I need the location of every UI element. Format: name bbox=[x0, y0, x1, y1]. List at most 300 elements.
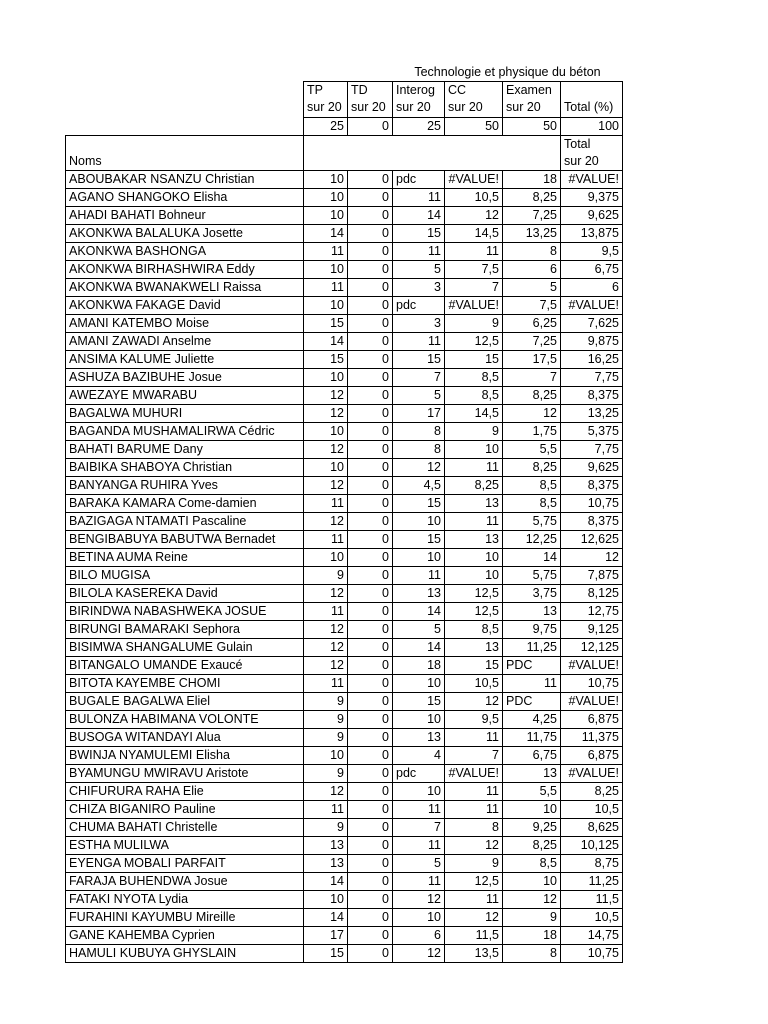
student-name[interactable]: ASHUZA BAZIBUHE Josue bbox=[66, 368, 304, 386]
score-td[interactable]: 0 bbox=[348, 440, 393, 458]
score-td[interactable]: 0 bbox=[348, 836, 393, 854]
score-total[interactable]: 8,625 bbox=[561, 818, 623, 836]
score-examen[interactable]: 6,75 bbox=[503, 746, 561, 764]
score-cc[interactable]: 14,5 bbox=[445, 224, 503, 242]
score-total[interactable]: 8,375 bbox=[561, 512, 623, 530]
score-cc[interactable]: 15 bbox=[445, 350, 503, 368]
score-interog[interactable]: 15 bbox=[393, 350, 445, 368]
score-examen[interactable]: 13,25 bbox=[503, 224, 561, 242]
score-interog[interactable]: 10 bbox=[393, 908, 445, 926]
student-name[interactable]: BWINJA NYAMULEMI Elisha bbox=[66, 746, 304, 764]
score-total[interactable]: 13,875 bbox=[561, 224, 623, 242]
student-name[interactable]: BISIMWA SHANGALUME Gulain bbox=[66, 638, 304, 656]
score-td[interactable]: 0 bbox=[348, 422, 393, 440]
score-interog[interactable]: 10 bbox=[393, 548, 445, 566]
score-interog[interactable]: 13 bbox=[393, 728, 445, 746]
header-interog-sub[interactable]: sur 20 bbox=[393, 99, 445, 117]
score-tp[interactable]: 14 bbox=[304, 332, 348, 350]
score-tp[interactable]: 11 bbox=[304, 602, 348, 620]
score-interog[interactable]: 5 bbox=[393, 620, 445, 638]
score-examen[interactable]: 5,5 bbox=[503, 782, 561, 800]
score-cc[interactable]: 12,5 bbox=[445, 872, 503, 890]
student-name[interactable]: BARAKA KAMARA Come-damien bbox=[66, 494, 304, 512]
score-interog[interactable]: pdc bbox=[393, 170, 445, 188]
score-td[interactable]: 0 bbox=[348, 602, 393, 620]
score-tp[interactable]: 11 bbox=[304, 494, 348, 512]
student-name[interactable]: FURAHINI KAYUMBU Mireille bbox=[66, 908, 304, 926]
score-td[interactable]: 0 bbox=[348, 530, 393, 548]
student-name[interactable]: AMANI KATEMBO Moise bbox=[66, 314, 304, 332]
score-cc[interactable]: 14,5 bbox=[445, 404, 503, 422]
score-cc[interactable]: 15 bbox=[445, 656, 503, 674]
score-total[interactable]: 9,625 bbox=[561, 458, 623, 476]
score-cc[interactable]: 9 bbox=[445, 422, 503, 440]
score-tp[interactable]: 12 bbox=[304, 782, 348, 800]
score-cc[interactable]: 13 bbox=[445, 530, 503, 548]
score-total[interactable]: 7,625 bbox=[561, 314, 623, 332]
score-total[interactable]: #VALUE! bbox=[561, 656, 623, 674]
score-total[interactable]: 9,125 bbox=[561, 620, 623, 638]
score-tp[interactable]: 12 bbox=[304, 440, 348, 458]
header-total-pct[interactable]: Total (%) bbox=[561, 99, 623, 117]
max-td[interactable]: 0 bbox=[348, 117, 393, 135]
score-examen[interactable]: 13 bbox=[503, 602, 561, 620]
score-tp[interactable]: 10 bbox=[304, 170, 348, 188]
score-td[interactable]: 0 bbox=[348, 350, 393, 368]
score-td[interactable]: 0 bbox=[348, 386, 393, 404]
score-total[interactable]: 9,875 bbox=[561, 332, 623, 350]
student-name[interactable]: BULONZA HABIMANA VOLONTE bbox=[66, 710, 304, 728]
total-sub-label[interactable]: sur 20 bbox=[561, 153, 623, 171]
student-name[interactable]: BYAMUNGU MWIRAVU Aristote bbox=[66, 764, 304, 782]
student-name[interactable]: BAHATI BARUME Dany bbox=[66, 440, 304, 458]
score-interog[interactable]: 11 bbox=[393, 566, 445, 584]
score-cc[interactable]: 12 bbox=[445, 692, 503, 710]
score-interog[interactable]: 8 bbox=[393, 422, 445, 440]
score-cc[interactable]: 11 bbox=[445, 800, 503, 818]
score-interog[interactable]: 11 bbox=[393, 242, 445, 260]
max-interog[interactable]: 25 bbox=[393, 117, 445, 135]
score-total[interactable]: 7,75 bbox=[561, 440, 623, 458]
score-tp[interactable]: 10 bbox=[304, 188, 348, 206]
score-cc[interactable]: 8,5 bbox=[445, 368, 503, 386]
score-examen[interactable]: 7,25 bbox=[503, 332, 561, 350]
score-td[interactable]: 0 bbox=[348, 584, 393, 602]
score-interog[interactable]: 3 bbox=[393, 278, 445, 296]
student-name[interactable]: BILOLA KASEREKA David bbox=[66, 584, 304, 602]
student-name[interactable]: AWEZAYE MWARABU bbox=[66, 386, 304, 404]
score-total[interactable]: 8,75 bbox=[561, 854, 623, 872]
score-examen[interactable]: 11,75 bbox=[503, 728, 561, 746]
score-interog[interactable]: 5 bbox=[393, 386, 445, 404]
score-total[interactable]: 6,75 bbox=[561, 260, 623, 278]
score-cc[interactable]: 10 bbox=[445, 440, 503, 458]
score-td[interactable]: 0 bbox=[348, 854, 393, 872]
score-total[interactable]: 12,75 bbox=[561, 602, 623, 620]
score-interog[interactable]: 15 bbox=[393, 224, 445, 242]
score-tp[interactable]: 12 bbox=[304, 638, 348, 656]
score-total[interactable]: 12,125 bbox=[561, 638, 623, 656]
student-name[interactable]: BAGANDA MUSHAMALIRWA Cédric bbox=[66, 422, 304, 440]
score-total[interactable]: 8,25 bbox=[561, 782, 623, 800]
score-interog[interactable]: 10 bbox=[393, 782, 445, 800]
score-td[interactable]: 0 bbox=[348, 224, 393, 242]
score-examen[interactable]: 4,25 bbox=[503, 710, 561, 728]
score-examen[interactable]: 18 bbox=[503, 170, 561, 188]
score-total[interactable]: 7,875 bbox=[561, 566, 623, 584]
score-tp[interactable]: 14 bbox=[304, 872, 348, 890]
score-tp[interactable]: 10 bbox=[304, 368, 348, 386]
score-tp[interactable]: 11 bbox=[304, 242, 348, 260]
score-total[interactable]: #VALUE! bbox=[561, 170, 623, 188]
student-name[interactable]: BILO MUGISA bbox=[66, 566, 304, 584]
score-tp[interactable]: 11 bbox=[304, 800, 348, 818]
score-td[interactable]: 0 bbox=[348, 746, 393, 764]
score-examen[interactable]: 17,5 bbox=[503, 350, 561, 368]
max-total[interactable]: 100 bbox=[561, 117, 623, 135]
score-interog[interactable]: 14 bbox=[393, 638, 445, 656]
student-name[interactable]: BITOTA KAYEMBE CHOMI bbox=[66, 674, 304, 692]
score-cc[interactable]: 8,25 bbox=[445, 476, 503, 494]
score-examen[interactable]: 9 bbox=[503, 908, 561, 926]
score-total[interactable]: 8,125 bbox=[561, 584, 623, 602]
score-td[interactable]: 0 bbox=[348, 458, 393, 476]
student-name[interactable]: AKONKWA BASHONGA bbox=[66, 242, 304, 260]
score-interog[interactable]: 15 bbox=[393, 692, 445, 710]
score-total[interactable]: 6 bbox=[561, 278, 623, 296]
score-examen[interactable]: 8,5 bbox=[503, 494, 561, 512]
score-tp[interactable]: 10 bbox=[304, 206, 348, 224]
score-cc[interactable]: 11 bbox=[445, 890, 503, 908]
score-tp[interactable]: 12 bbox=[304, 404, 348, 422]
names-header[interactable]: Noms bbox=[66, 153, 304, 171]
score-tp[interactable]: 10 bbox=[304, 746, 348, 764]
score-total[interactable]: 11,25 bbox=[561, 872, 623, 890]
score-cc[interactable]: 9 bbox=[445, 314, 503, 332]
score-interog[interactable]: 12 bbox=[393, 944, 445, 962]
score-tp[interactable]: 10 bbox=[304, 458, 348, 476]
score-interog[interactable]: 11 bbox=[393, 188, 445, 206]
student-name[interactable]: BAIBIKA SHABOYA Christian bbox=[66, 458, 304, 476]
score-total[interactable]: #VALUE! bbox=[561, 764, 623, 782]
total-label[interactable]: Total bbox=[561, 135, 623, 153]
score-examen[interactable]: 5,75 bbox=[503, 566, 561, 584]
score-cc[interactable]: 13 bbox=[445, 494, 503, 512]
score-total[interactable]: 12 bbox=[561, 548, 623, 566]
score-tp[interactable]: 10 bbox=[304, 296, 348, 314]
score-total[interactable]: 5,375 bbox=[561, 422, 623, 440]
score-td[interactable]: 0 bbox=[348, 368, 393, 386]
header-tp-sub[interactable]: sur 20 bbox=[304, 99, 348, 117]
score-tp[interactable]: 9 bbox=[304, 710, 348, 728]
score-total[interactable]: 10,5 bbox=[561, 908, 623, 926]
max-tp[interactable]: 25 bbox=[304, 117, 348, 135]
score-examen[interactable]: 3,75 bbox=[503, 584, 561, 602]
score-total[interactable]: 8,375 bbox=[561, 386, 623, 404]
score-examen[interactable]: 12 bbox=[503, 890, 561, 908]
score-tp[interactable]: 12 bbox=[304, 620, 348, 638]
score-examen[interactable]: 6 bbox=[503, 260, 561, 278]
score-interog[interactable]: 15 bbox=[393, 530, 445, 548]
score-cc[interactable]: 12 bbox=[445, 908, 503, 926]
score-total[interactable]: #VALUE! bbox=[561, 692, 623, 710]
score-td[interactable]: 0 bbox=[348, 944, 393, 962]
score-tp[interactable]: 11 bbox=[304, 674, 348, 692]
score-interog[interactable]: 12 bbox=[393, 458, 445, 476]
score-tp[interactable]: 12 bbox=[304, 656, 348, 674]
score-td[interactable]: 0 bbox=[348, 476, 393, 494]
score-interog[interactable]: 10 bbox=[393, 710, 445, 728]
score-total[interactable]: 10,5 bbox=[561, 800, 623, 818]
score-interog[interactable]: 11 bbox=[393, 872, 445, 890]
score-td[interactable]: 0 bbox=[348, 674, 393, 692]
score-total[interactable]: 13,25 bbox=[561, 404, 623, 422]
student-name[interactable]: BUGALE BAGALWA Eliel bbox=[66, 692, 304, 710]
score-examen[interactable]: 12,25 bbox=[503, 530, 561, 548]
score-examen[interactable]: 7,5 bbox=[503, 296, 561, 314]
score-total[interactable]: 11,5 bbox=[561, 890, 623, 908]
score-interog[interactable]: 10 bbox=[393, 512, 445, 530]
score-examen[interactable]: 9,25 bbox=[503, 818, 561, 836]
score-total[interactable]: 6,875 bbox=[561, 746, 623, 764]
score-interog[interactable]: 11 bbox=[393, 800, 445, 818]
score-examen[interactable]: 18 bbox=[503, 926, 561, 944]
score-interog[interactable]: 17 bbox=[393, 404, 445, 422]
score-total[interactable]: 16,25 bbox=[561, 350, 623, 368]
score-cc[interactable]: 11 bbox=[445, 242, 503, 260]
score-tp[interactable]: 15 bbox=[304, 314, 348, 332]
score-examen[interactable]: 8 bbox=[503, 944, 561, 962]
score-interog[interactable]: 11 bbox=[393, 836, 445, 854]
header-cc-sub[interactable]: sur 20 bbox=[445, 99, 503, 117]
student-name[interactable]: AMANI ZAWADI Anselme bbox=[66, 332, 304, 350]
student-name[interactable]: BAZIGAGA NTAMATI Pascaline bbox=[66, 512, 304, 530]
score-interog[interactable]: 7 bbox=[393, 818, 445, 836]
score-td[interactable]: 0 bbox=[348, 692, 393, 710]
header-cc[interactable]: CC bbox=[445, 82, 503, 100]
score-cc[interactable]: 9 bbox=[445, 854, 503, 872]
score-cc[interactable]: 12,5 bbox=[445, 332, 503, 350]
score-examen[interactable]: PDC bbox=[503, 692, 561, 710]
score-td[interactable]: 0 bbox=[348, 908, 393, 926]
score-td[interactable]: 0 bbox=[348, 800, 393, 818]
score-tp[interactable]: 11 bbox=[304, 530, 348, 548]
max-examen[interactable]: 50 bbox=[503, 117, 561, 135]
score-examen[interactable]: 8 bbox=[503, 242, 561, 260]
score-total[interactable]: 10,75 bbox=[561, 944, 623, 962]
score-cc[interactable]: #VALUE! bbox=[445, 296, 503, 314]
score-interog[interactable]: 12 bbox=[393, 890, 445, 908]
header-interog[interactable]: Interog bbox=[393, 82, 445, 100]
score-total[interactable]: 14,75 bbox=[561, 926, 623, 944]
score-cc[interactable]: 10 bbox=[445, 548, 503, 566]
score-cc[interactable]: 11,5 bbox=[445, 926, 503, 944]
score-td[interactable]: 0 bbox=[348, 620, 393, 638]
score-cc[interactable]: 11 bbox=[445, 512, 503, 530]
score-examen[interactable]: 8,25 bbox=[503, 836, 561, 854]
score-examen[interactable]: 5,75 bbox=[503, 512, 561, 530]
score-tp[interactable]: 13 bbox=[304, 854, 348, 872]
student-name[interactable]: AKONKWA BALALUKA Josette bbox=[66, 224, 304, 242]
score-examen[interactable]: 9,75 bbox=[503, 620, 561, 638]
score-interog[interactable]: 6 bbox=[393, 926, 445, 944]
score-examen[interactable]: 8,25 bbox=[503, 458, 561, 476]
score-tp[interactable]: 10 bbox=[304, 260, 348, 278]
score-td[interactable]: 0 bbox=[348, 890, 393, 908]
score-tp[interactable]: 10 bbox=[304, 422, 348, 440]
score-td[interactable]: 0 bbox=[348, 494, 393, 512]
score-total[interactable]: 9,625 bbox=[561, 206, 623, 224]
score-td[interactable]: 0 bbox=[348, 764, 393, 782]
score-td[interactable]: 0 bbox=[348, 206, 393, 224]
score-tp[interactable]: 12 bbox=[304, 476, 348, 494]
student-name[interactable]: EYENGA MOBALI PARFAIT bbox=[66, 854, 304, 872]
header-total[interactable] bbox=[561, 82, 623, 100]
score-cc[interactable]: 7,5 bbox=[445, 260, 503, 278]
score-td[interactable]: 0 bbox=[348, 656, 393, 674]
score-tp[interactable]: 13 bbox=[304, 836, 348, 854]
student-name[interactable]: AGANO SHANGOKO Elisha bbox=[66, 188, 304, 206]
score-interog[interactable]: 5 bbox=[393, 854, 445, 872]
score-td[interactable]: 0 bbox=[348, 548, 393, 566]
score-td[interactable]: 0 bbox=[348, 188, 393, 206]
score-td[interactable]: 0 bbox=[348, 872, 393, 890]
score-interog[interactable]: 5 bbox=[393, 260, 445, 278]
score-interog[interactable]: 7 bbox=[393, 368, 445, 386]
score-cc[interactable]: 10,5 bbox=[445, 674, 503, 692]
score-cc[interactable]: #VALUE! bbox=[445, 764, 503, 782]
score-td[interactable]: 0 bbox=[348, 332, 393, 350]
score-interog[interactable]: pdc bbox=[393, 296, 445, 314]
score-total[interactable]: 6,875 bbox=[561, 710, 623, 728]
student-name[interactable]: BETINA AUMA Reine bbox=[66, 548, 304, 566]
score-examen[interactable]: 11,25 bbox=[503, 638, 561, 656]
score-td[interactable]: 0 bbox=[348, 782, 393, 800]
score-examen[interactable]: 12 bbox=[503, 404, 561, 422]
student-name[interactable]: ESTHA MULILWA bbox=[66, 836, 304, 854]
header-examen-sub[interactable]: sur 20 bbox=[503, 99, 561, 117]
score-tp[interactable]: 10 bbox=[304, 890, 348, 908]
student-name[interactable]: GANE KAHEMBA Cyprien bbox=[66, 926, 304, 944]
student-name[interactable]: BIRUNGI BAMARAKI Sephora bbox=[66, 620, 304, 638]
score-examen[interactable]: 7 bbox=[503, 368, 561, 386]
score-interog[interactable]: pdc bbox=[393, 764, 445, 782]
student-name[interactable]: ABOUBAKAR NSANZU Christian bbox=[66, 170, 304, 188]
score-total[interactable]: 7,75 bbox=[561, 368, 623, 386]
score-examen[interactable]: PDC bbox=[503, 656, 561, 674]
student-name[interactable]: BUSOGA WITANDAYI Alua bbox=[66, 728, 304, 746]
max-cc[interactable]: 50 bbox=[445, 117, 503, 135]
student-name[interactable]: CHUMA BAHATI Christelle bbox=[66, 818, 304, 836]
student-name[interactable]: AKONKWA BIRHASHWIRA Eddy bbox=[66, 260, 304, 278]
score-examen[interactable]: 5,5 bbox=[503, 440, 561, 458]
score-interog[interactable]: 11 bbox=[393, 332, 445, 350]
student-name[interactable]: BANYANGA RUHIRA Yves bbox=[66, 476, 304, 494]
student-name[interactable]: BAGALWA MUHURI bbox=[66, 404, 304, 422]
student-name[interactable]: BIRINDWA NABASHWEKA JOSUE bbox=[66, 602, 304, 620]
score-cc[interactable]: 8 bbox=[445, 818, 503, 836]
score-cc[interactable]: 12 bbox=[445, 836, 503, 854]
student-name[interactable]: FATAKI NYOTA Lydia bbox=[66, 890, 304, 908]
score-cc[interactable]: 12,5 bbox=[445, 584, 503, 602]
header-td-sub[interactable]: sur 20 bbox=[348, 99, 393, 117]
score-cc[interactable]: 8,5 bbox=[445, 386, 503, 404]
score-cc[interactable]: 12 bbox=[445, 206, 503, 224]
score-cc[interactable]: 7 bbox=[445, 746, 503, 764]
student-name[interactable]: CHIZA BIGANIRO Pauline bbox=[66, 800, 304, 818]
score-td[interactable]: 0 bbox=[348, 512, 393, 530]
score-tp[interactable]: 12 bbox=[304, 386, 348, 404]
score-tp[interactable]: 10 bbox=[304, 548, 348, 566]
score-td[interactable]: 0 bbox=[348, 638, 393, 656]
score-cc[interactable]: 8,5 bbox=[445, 620, 503, 638]
student-name[interactable]: AKONKWA BWANAKWELI Raissa bbox=[66, 278, 304, 296]
score-tp[interactable]: 9 bbox=[304, 566, 348, 584]
student-name[interactable]: ANSIMA KALUME Juliette bbox=[66, 350, 304, 368]
score-cc[interactable]: 10 bbox=[445, 566, 503, 584]
header-tp[interactable]: TP bbox=[304, 82, 348, 100]
score-examen[interactable]: 10 bbox=[503, 872, 561, 890]
score-examen[interactable]: 14 bbox=[503, 548, 561, 566]
score-interog[interactable]: 10 bbox=[393, 674, 445, 692]
student-name[interactable]: BITANGALO UMANDE Exaucé bbox=[66, 656, 304, 674]
score-tp[interactable]: 12 bbox=[304, 584, 348, 602]
student-name[interactable]: AKONKWA FAKAGE David bbox=[66, 296, 304, 314]
score-td[interactable]: 0 bbox=[348, 566, 393, 584]
score-cc[interactable]: 11 bbox=[445, 782, 503, 800]
score-td[interactable]: 0 bbox=[348, 296, 393, 314]
score-interog[interactable]: 3 bbox=[393, 314, 445, 332]
score-tp[interactable]: 14 bbox=[304, 224, 348, 242]
score-examen[interactable]: 1,75 bbox=[503, 422, 561, 440]
score-tp[interactable]: 9 bbox=[304, 728, 348, 746]
score-tp[interactable]: 9 bbox=[304, 764, 348, 782]
score-tp[interactable]: 9 bbox=[304, 818, 348, 836]
score-cc[interactable]: 13,5 bbox=[445, 944, 503, 962]
score-tp[interactable]: 9 bbox=[304, 692, 348, 710]
score-cc[interactable]: 12,5 bbox=[445, 602, 503, 620]
score-tp[interactable]: 11 bbox=[304, 278, 348, 296]
score-interog[interactable]: 4 bbox=[393, 746, 445, 764]
student-name[interactable]: AHADI BAHATI Bohneur bbox=[66, 206, 304, 224]
score-total[interactable]: 11,375 bbox=[561, 728, 623, 746]
score-interog[interactable]: 18 bbox=[393, 656, 445, 674]
score-total[interactable]: 9,5 bbox=[561, 242, 623, 260]
student-name[interactable]: FARAJA BUHENDWA Josue bbox=[66, 872, 304, 890]
score-examen[interactable]: 13 bbox=[503, 764, 561, 782]
score-examen[interactable]: 10 bbox=[503, 800, 561, 818]
score-examen[interactable]: 5 bbox=[503, 278, 561, 296]
student-name[interactable]: BENGIBABUYA BABUTWA Bernadet bbox=[66, 530, 304, 548]
score-td[interactable]: 0 bbox=[348, 818, 393, 836]
header-td[interactable]: TD bbox=[348, 82, 393, 100]
student-name[interactable]: CHIFURURA RAHA Elie bbox=[66, 782, 304, 800]
score-interog[interactable]: 13 bbox=[393, 584, 445, 602]
score-cc[interactable]: #VALUE! bbox=[445, 170, 503, 188]
score-examen[interactable]: 8,5 bbox=[503, 854, 561, 872]
score-examen[interactable]: 7,25 bbox=[503, 206, 561, 224]
score-interog[interactable]: 14 bbox=[393, 602, 445, 620]
score-cc[interactable]: 9,5 bbox=[445, 710, 503, 728]
score-td[interactable]: 0 bbox=[348, 728, 393, 746]
score-cc[interactable]: 11 bbox=[445, 458, 503, 476]
score-interog[interactable]: 15 bbox=[393, 494, 445, 512]
score-interog[interactable]: 14 bbox=[393, 206, 445, 224]
score-examen[interactable]: 8,5 bbox=[503, 476, 561, 494]
score-td[interactable]: 0 bbox=[348, 926, 393, 944]
score-cc[interactable]: 10,5 bbox=[445, 188, 503, 206]
score-total[interactable]: 12,625 bbox=[561, 530, 623, 548]
